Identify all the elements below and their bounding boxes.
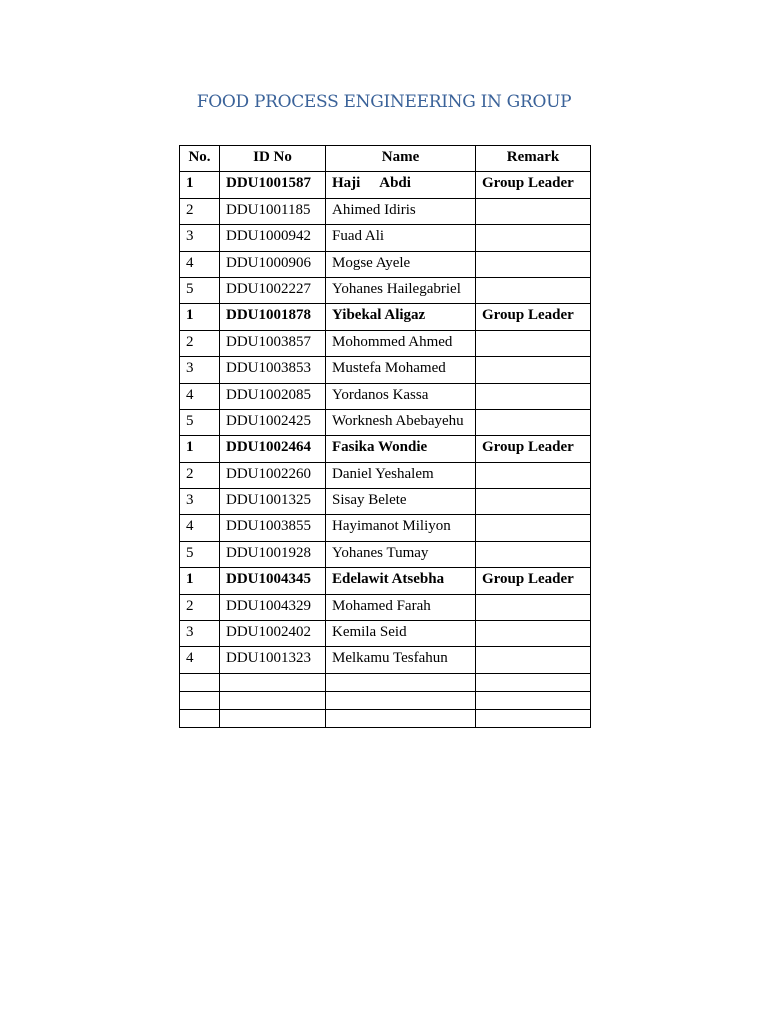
empty-cell bbox=[220, 691, 326, 709]
cell-remark bbox=[476, 409, 591, 435]
cell-remark bbox=[476, 277, 591, 303]
table-row bbox=[180, 541, 591, 567]
cell-no: 1 bbox=[180, 172, 220, 198]
cell-remark bbox=[476, 198, 591, 224]
cell-no: 4 bbox=[180, 515, 220, 541]
cell-id: DDU1001878 bbox=[220, 304, 326, 330]
table-row bbox=[180, 436, 591, 462]
table-row bbox=[180, 594, 591, 620]
empty-cell bbox=[180, 673, 220, 691]
table-row bbox=[180, 251, 591, 277]
cell-name: Haji Abdi bbox=[326, 172, 476, 198]
table-row bbox=[180, 277, 591, 303]
cell-name: Melkamu Tesfahun bbox=[326, 647, 476, 673]
table-row bbox=[180, 330, 591, 356]
cell-id: DDU1002402 bbox=[220, 621, 326, 647]
cell-name: Daniel Yeshalem bbox=[326, 462, 476, 488]
cell-name: Edelawit Atsebha bbox=[326, 568, 476, 594]
cell-id: DDU1002227 bbox=[220, 277, 326, 303]
cell-no: 3 bbox=[180, 489, 220, 515]
group-members-table bbox=[179, 145, 591, 728]
cell-remark bbox=[476, 489, 591, 515]
table-row bbox=[180, 621, 591, 647]
cell-no: 2 bbox=[180, 594, 220, 620]
empty-cell bbox=[220, 673, 326, 691]
cell-id: DDU1001325 bbox=[220, 489, 326, 515]
cell-name: Worknesh Abebayehu bbox=[326, 409, 476, 435]
cell-name: Yohanes Hailegabriel bbox=[326, 277, 476, 303]
empty-cell bbox=[180, 691, 220, 709]
header-id: ID No bbox=[220, 146, 326, 172]
cell-name: Fuad Ali bbox=[326, 225, 476, 251]
cell-remark bbox=[476, 647, 591, 673]
cell-remark bbox=[476, 251, 591, 277]
cell-id: DDU1001928 bbox=[220, 541, 326, 567]
cell-remark: Group Leader bbox=[476, 568, 591, 594]
cell-name: Sisay Belete bbox=[326, 489, 476, 515]
cell-id: DDU1002085 bbox=[220, 383, 326, 409]
cell-id: DDU1002425 bbox=[220, 409, 326, 435]
cell-id: DDU1000906 bbox=[220, 251, 326, 277]
empty-table-row bbox=[180, 691, 591, 709]
empty-cell bbox=[326, 709, 476, 727]
cell-no: 3 bbox=[180, 357, 220, 383]
empty-cell bbox=[476, 673, 591, 691]
cell-id: DDU1001185 bbox=[220, 198, 326, 224]
cell-no: 3 bbox=[180, 621, 220, 647]
empty-table-row bbox=[180, 709, 591, 727]
cell-no: 5 bbox=[180, 277, 220, 303]
cell-name: Kemila Seid bbox=[326, 621, 476, 647]
table-row bbox=[180, 383, 591, 409]
cell-remark: Group Leader bbox=[476, 172, 591, 198]
cell-id: DDU1004329 bbox=[220, 594, 326, 620]
cell-name: Mohamed Farah bbox=[326, 594, 476, 620]
table-row bbox=[180, 357, 591, 383]
cell-name: Fasika Wondie bbox=[326, 436, 476, 462]
table-row bbox=[180, 304, 591, 330]
cell-id: DDU1003855 bbox=[220, 515, 326, 541]
empty-cell bbox=[476, 709, 591, 727]
header-name: Name bbox=[326, 146, 476, 172]
cell-no: 1 bbox=[180, 436, 220, 462]
cell-remark bbox=[476, 594, 591, 620]
cell-name: Yibekal Aligaz bbox=[326, 304, 476, 330]
cell-name: Hayimanot Miliyon bbox=[326, 515, 476, 541]
empty-cell bbox=[476, 691, 591, 709]
cell-name: Mogse Ayele bbox=[326, 251, 476, 277]
cell-name: Mohommed Ahmed bbox=[326, 330, 476, 356]
cell-remark bbox=[476, 515, 591, 541]
cell-no: 4 bbox=[180, 383, 220, 409]
cell-id: DDU1002260 bbox=[220, 462, 326, 488]
table-row bbox=[180, 568, 591, 594]
table-row bbox=[180, 172, 591, 198]
cell-name: Ahimed Idiris bbox=[326, 198, 476, 224]
cell-remark bbox=[476, 462, 591, 488]
cell-id: DDU1000942 bbox=[220, 225, 326, 251]
cell-name: Mustefa Mohamed bbox=[326, 357, 476, 383]
cell-no: 1 bbox=[180, 304, 220, 330]
page-title: FOOD PROCESS ENGINEERING IN GROUP bbox=[196, 92, 572, 112]
cell-remark bbox=[476, 357, 591, 383]
cell-no: 4 bbox=[180, 251, 220, 277]
table-row bbox=[180, 462, 591, 488]
cell-id: DDU1002464 bbox=[220, 436, 326, 462]
table-row bbox=[180, 515, 591, 541]
cell-no: 2 bbox=[180, 330, 220, 356]
cell-remark bbox=[476, 621, 591, 647]
table-row bbox=[180, 198, 591, 224]
cell-name: Yohanes Tumay bbox=[326, 541, 476, 567]
empty-cell bbox=[326, 691, 476, 709]
cell-remark bbox=[476, 383, 591, 409]
table-row bbox=[180, 225, 591, 251]
cell-remark bbox=[476, 541, 591, 567]
empty-cell bbox=[220, 709, 326, 727]
cell-no: 2 bbox=[180, 198, 220, 224]
empty-cell bbox=[326, 673, 476, 691]
cell-remark bbox=[476, 330, 591, 356]
cell-no: 2 bbox=[180, 462, 220, 488]
cell-id: DDU1003853 bbox=[220, 357, 326, 383]
header-remark: Remark bbox=[476, 146, 591, 172]
cell-remark bbox=[476, 225, 591, 251]
cell-no: 5 bbox=[180, 541, 220, 567]
cell-remark: Group Leader bbox=[476, 436, 591, 462]
cell-no: 3 bbox=[180, 225, 220, 251]
table-row bbox=[180, 409, 591, 435]
table-row bbox=[180, 489, 591, 515]
table-header-row bbox=[180, 146, 591, 172]
cell-id: DDU1001587 bbox=[220, 172, 326, 198]
empty-cell bbox=[180, 709, 220, 727]
cell-no: 1 bbox=[180, 568, 220, 594]
cell-id: DDU1001323 bbox=[220, 647, 326, 673]
cell-name: Yordanos Kassa bbox=[326, 383, 476, 409]
table-row bbox=[180, 647, 591, 673]
table-body bbox=[180, 172, 591, 727]
cell-no: 4 bbox=[180, 647, 220, 673]
header-no: No. bbox=[180, 146, 220, 172]
empty-table-row bbox=[180, 673, 591, 691]
cell-remark: Group Leader bbox=[476, 304, 591, 330]
cell-id: DDU1003857 bbox=[220, 330, 326, 356]
cell-no: 5 bbox=[180, 409, 220, 435]
cell-id: DDU1004345 bbox=[220, 568, 326, 594]
